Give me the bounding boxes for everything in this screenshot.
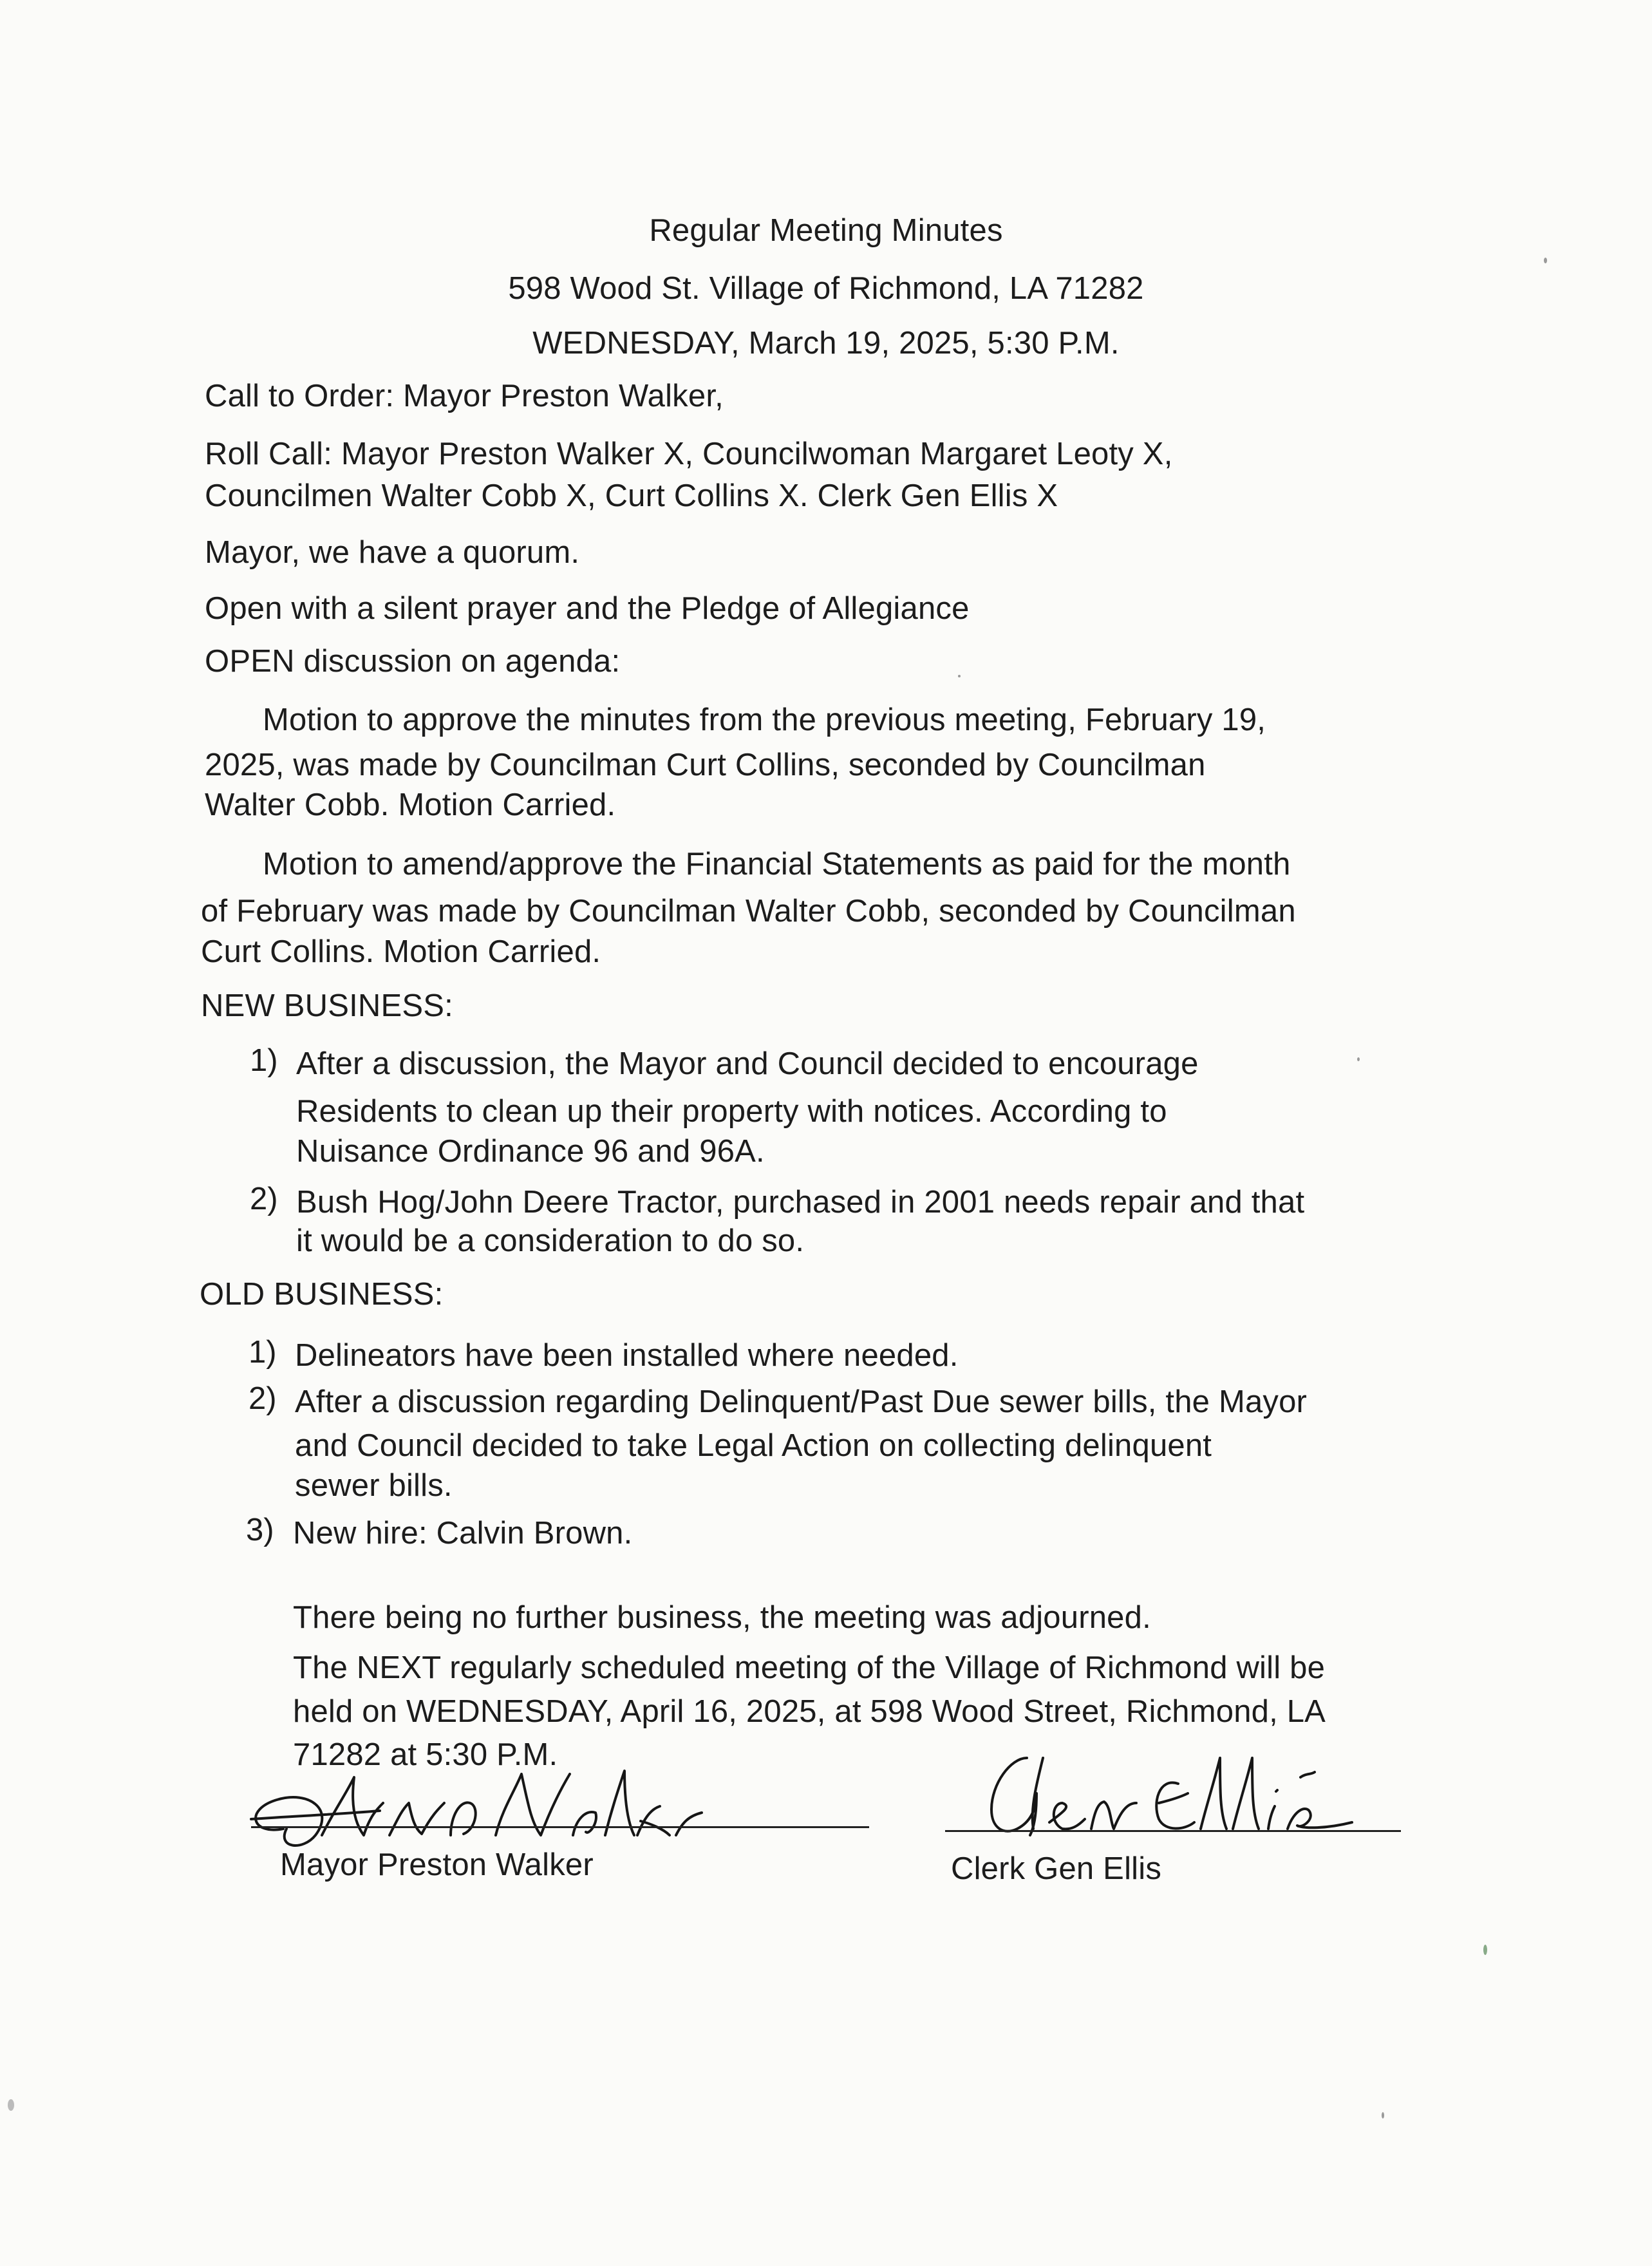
motion-1-line-2: 2025, was made by Councilman Curt Collins, seconded by Councilman	[205, 748, 1206, 782]
old-business-item-1-number: 1)	[249, 1335, 277, 1370]
meeting-date-time: WEDNESDAY, March 19, 2025, 5:30 P.M.	[532, 326, 1120, 361]
clerk-signature	[966, 1732, 1378, 1861]
new-business-item-1-line-3: Nuisance Ordinance 96 and 96A.	[296, 1134, 765, 1169]
mayor-signature-label: Mayor Preston Walker	[280, 1847, 594, 1882]
new-business-item-1-line-2: Residents to clean up their property with notices. According to	[296, 1094, 1167, 1129]
motion-2-line-2: of February was made by Councilman Walter Cobb, seconded by Councilman	[201, 894, 1296, 929]
adjournment-statement: There being no further business, the meeting was adjourned.	[293, 1600, 1151, 1635]
old-business-heading: OLD BUSINESS:	[200, 1277, 444, 1312]
old-business-item-2-line-2: and Council decided to take Legal Action on collecting delinquent	[295, 1428, 1212, 1463]
new-business-item-1-line-1: After a discussion, the Mayor and Council decided to encourage	[296, 1046, 1199, 1081]
call-to-order: Call to Order: Mayor Preston Walker,	[205, 379, 724, 413]
open-discussion: OPEN discussion on agenda:	[205, 644, 621, 679]
next-meeting-line-3: 71282 at 5:30 P.M.	[293, 1737, 558, 1772]
mayor-signature-line	[251, 1826, 869, 1828]
new-business-item-1-number: 1)	[250, 1043, 278, 1078]
next-meeting-line-1: The NEXT regularly scheduled meeting of the Village of Richmond will be	[293, 1650, 1326, 1685]
old-business-item-2-line-3: sewer bills.	[295, 1468, 453, 1503]
old-business-item-2-number: 2)	[249, 1381, 277, 1416]
motion-2-line-3: Curt Collins. Motion Carried.	[201, 934, 601, 969]
meeting-address: 598 Wood St. Village of Richmond, LA 71282	[508, 271, 1144, 306]
new-business-item-2-number: 2)	[250, 1182, 278, 1216]
motion-1-line-3: Walter Cobb. Motion Carried.	[205, 788, 616, 822]
clerk-signature-label: Clerk Gen Ellis	[951, 1851, 1162, 1886]
scan-speck	[1357, 1057, 1360, 1061]
old-business-item-1-line-1: Delineators have been installed where needed.	[295, 1338, 959, 1373]
document-title: Regular Meeting Minutes	[649, 213, 1003, 248]
new-business-item-2-line-2: it would be a consideration to do so.	[296, 1223, 805, 1258]
next-meeting-line-2: held on WEDNESDAY, April 16, 2025, at 598 Wood Street, Richmond, LA	[293, 1694, 1326, 1729]
opening-prayer: Open with a silent prayer and the Pledge of Allegiance	[205, 591, 970, 626]
clerk-signature-line	[945, 1830, 1401, 1832]
roll-call-line-2: Councilmen Walter Cobb X, Curt Collins X. Clerk Gen Ellis X	[205, 478, 1058, 513]
scan-speck	[1483, 1945, 1487, 1955]
old-business-item-3-number: 3)	[246, 1513, 274, 1547]
motion-2-line-1: Motion to amend/approve the Financial Statements as paid for the month	[263, 847, 1291, 882]
quorum-statement: Mayor, we have a quorum.	[205, 535, 580, 570]
old-business-item-2-line-1: After a discussion regarding Delinquent/Past Due sewer bills, the Mayor	[295, 1384, 1308, 1419]
scan-speck	[1382, 2112, 1384, 2119]
old-business-item-3-line-1: New hire: Calvin Brown.	[293, 1516, 633, 1551]
scan-speck	[8, 2099, 14, 2111]
new-business-item-2-line-1: Bush Hog/John Deere Tractor, purchased in 2001 needs repair and that	[296, 1185, 1305, 1220]
motion-1-line-1: Motion to approve the minutes from the previous meeting, February 19,	[263, 703, 1266, 737]
new-business-heading: NEW BUSINESS:	[201, 988, 453, 1023]
scan-speck	[1544, 258, 1547, 263]
scan-speck	[958, 675, 961, 677]
roll-call-line-1: Roll Call: Mayor Preston Walker X, Councilwoman Margaret Leoty X,	[205, 437, 1173, 471]
